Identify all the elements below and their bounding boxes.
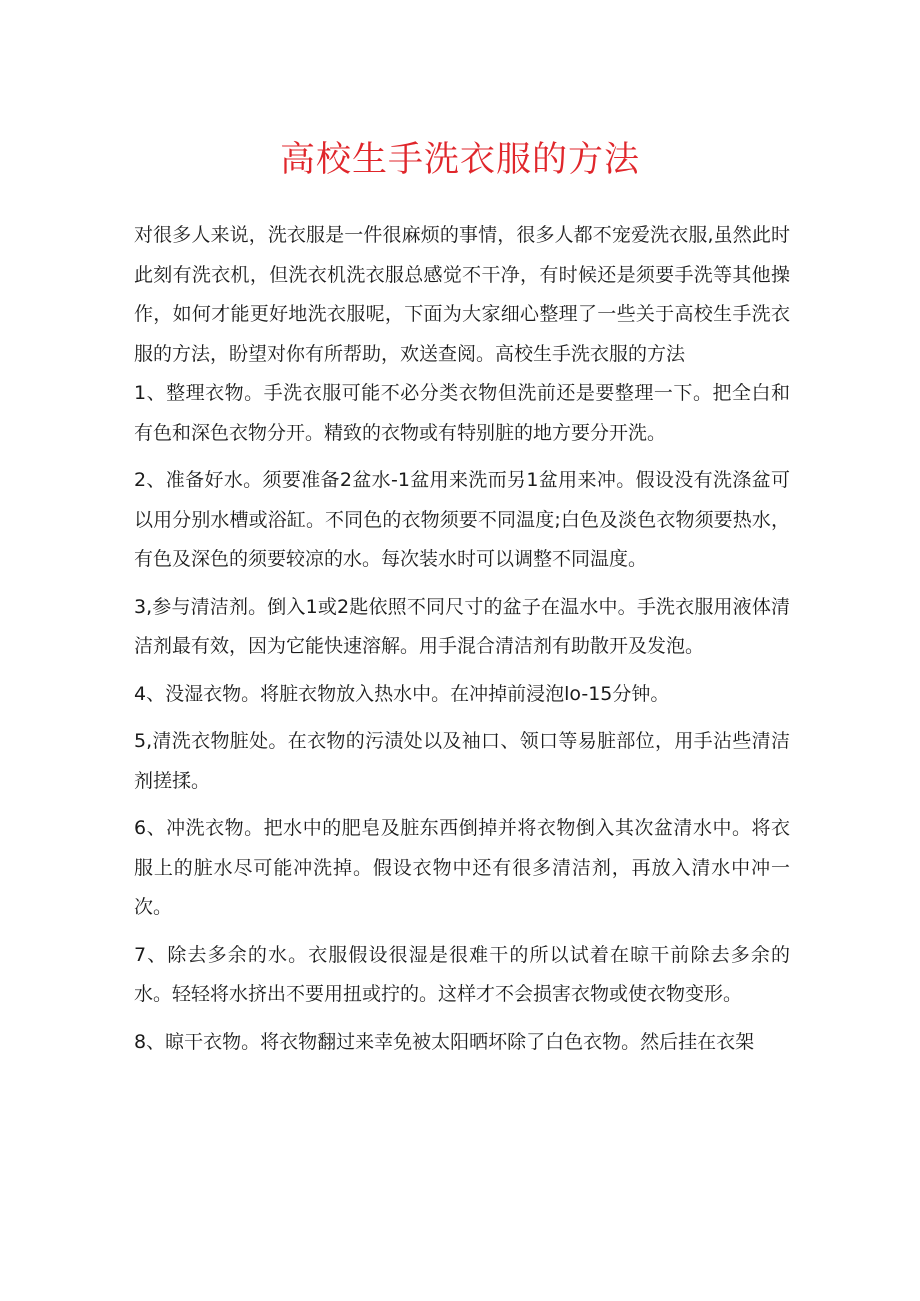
paragraph-step-8: 8、晾干衣物。将衣物翻过来幸免被太阳晒坏除了白色衣物。然后挂在衣架	[134, 1030, 755, 1053]
paragraph-step-4: 4、没湿衣物。将脏衣物放入热水中。在冲掉前浸泡lo-15分钟。	[134, 682, 670, 705]
page-title: 高校生手洗衣服的方法	[279, 140, 640, 180]
paragraph-step-3: 3,参与清洁剂。倒入1或2匙依照不同尺寸的盆子在温水中。手洗衣服用液体清洁剂最有效，因为它能快速溶解。用手混合清洁剂有助散开及发泡。	[134, 595, 790, 657]
paragraph-step-2: 2、准备好水。须要准备2盆水-1盆用来洗而另1盆用来冲。假设没有洗涤盆可以用分别水槽或浴缸。不同色的衣物须要不同温度;白色及淡色衣物须要热水，有色及深色的须要较凉的水。每次装水时可以调整不同温度。	[134, 469, 790, 570]
paragraph-step-7: 7、除去多余的水。衣服假设很湿是很难干的所以试着在晾干前除去多余的水。轻轻将水挤出不要用扭或拧的。这样才不会损害衣物或使衣物变形。	[134, 943, 790, 1005]
paragraph-step-1: 1、整理衣物。手洗衣服可能不必分类衣物但洗前还是要整理一下。把全白和有色和深色衣物分开。精致的衣物或有特别脏的地方要分开洗。	[134, 382, 790, 444]
paragraph-step-5: 5,清洗衣物脏处。在衣物的污渍处以及袖口、领口等易脏部位，用手沾些清洁剂搓揉。	[134, 730, 790, 792]
paragraph-step-6: 6、冲洗衣物。把水中的肥皂及脏东西倒掉并将衣物倒入其次盆清水中。将衣服上的脏水尽可能冲洗掉。假设衣物中还有很多清洁剂，再放入清水中冲一次。	[134, 817, 790, 918]
document-body	[134, 216, 790, 1070]
paragraph-intro: 对很多人来说，洗衣服是一件很麻烦的事情，很多人都不宠爱洗衣服,虽然此时此刻有洗衣机，但洗衣机洗衣服总感觉不干净，有时候还是须要手洗等其他操作，如何才能更好地洗衣服呢，下面为大家细心整理了一些关于高校生手洗衣服的方法，盼望对你有所帮助，欢送查阅。高校生手洗衣服的方法	[134, 224, 790, 365]
